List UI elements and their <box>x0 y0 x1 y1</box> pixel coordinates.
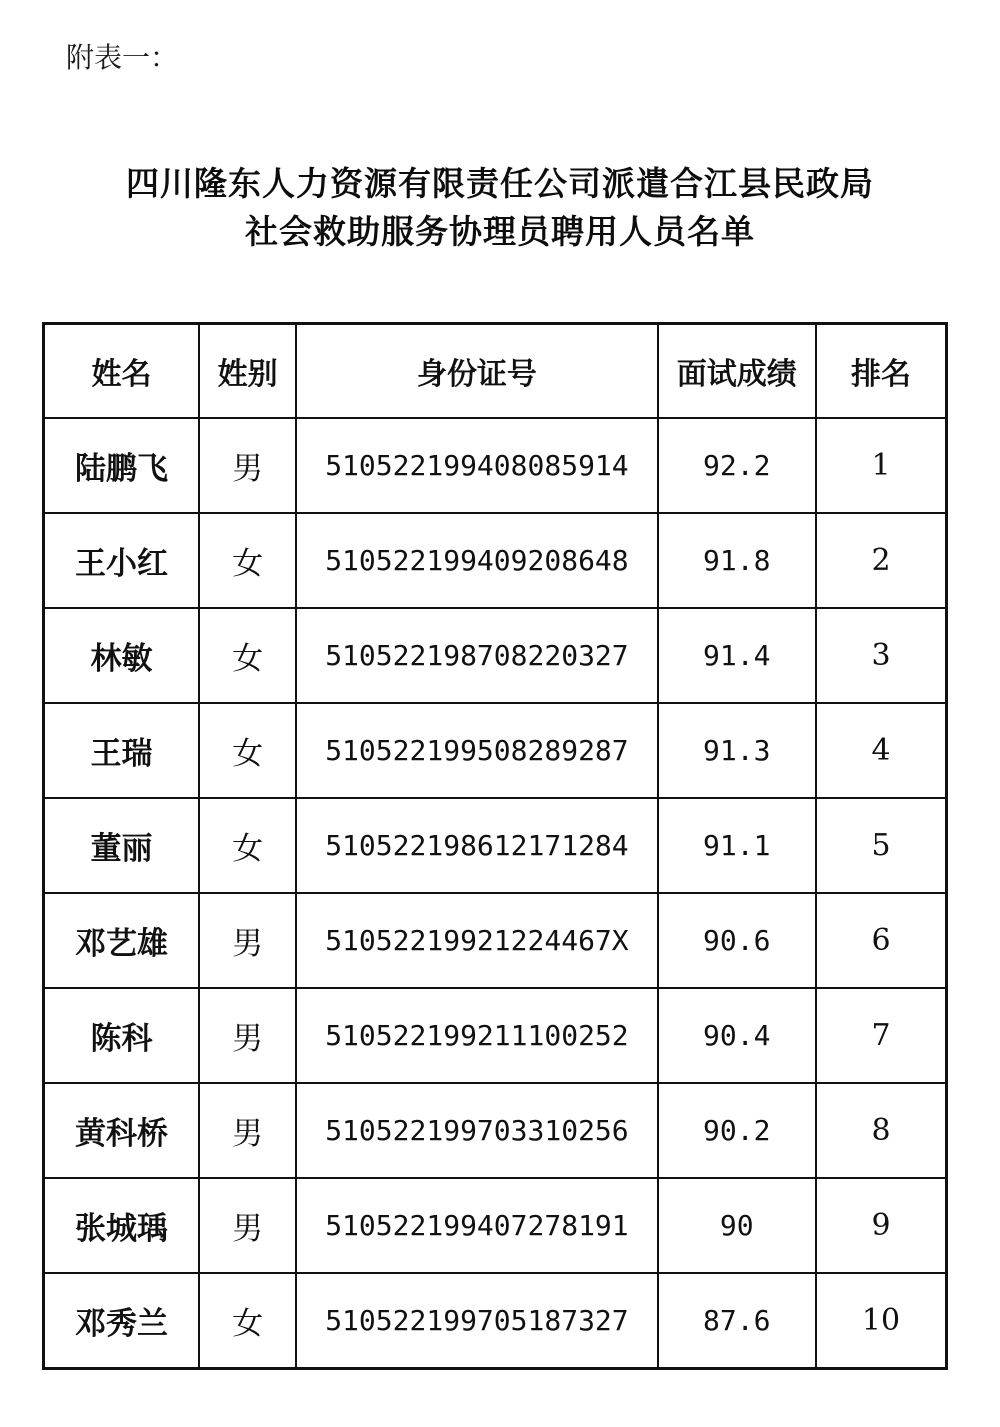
cell-name: 邓秀兰 <box>44 1273 200 1369</box>
cell-name: 黄科桥 <box>44 1083 200 1178</box>
cell-gender: 男 <box>199 988 296 1083</box>
cell-id-number: 510522198612171284 <box>296 798 657 893</box>
cell-rank: 7 <box>816 988 946 1083</box>
cell-score: 87.6 <box>658 1273 817 1369</box>
cell-gender: 男 <box>199 1083 296 1178</box>
cell-name: 陈科 <box>44 988 200 1083</box>
cell-score: 91.1 <box>658 798 817 893</box>
table-row <box>44 1083 947 1178</box>
cell-name: 王瑞 <box>44 703 200 798</box>
cell-gender: 男 <box>199 1178 296 1273</box>
cell-gender: 男 <box>199 893 296 988</box>
table-row <box>44 513 947 608</box>
header-id-number: 身份证号 <box>296 324 657 419</box>
cell-score: 90.2 <box>658 1083 817 1178</box>
header-gender: 姓别 <box>199 324 296 419</box>
cell-gender: 女 <box>199 513 296 608</box>
cell-id-number: 510522199705187327 <box>296 1273 657 1369</box>
cell-name: 林敏 <box>44 608 200 703</box>
table-row <box>44 1178 947 1273</box>
document-title-line-2: 社会救助服务协理员聘用人员名单 <box>245 212 755 251</box>
cell-rank: 1 <box>816 418 946 513</box>
cell-score: 91.8 <box>658 513 817 608</box>
header-rank: 排名 <box>816 324 946 419</box>
table-row <box>44 988 947 1083</box>
cell-name: 张城瑀 <box>44 1178 200 1273</box>
hiring-roster-table <box>42 322 948 1370</box>
header-interview-score: 面试成绩 <box>658 324 817 419</box>
cell-rank: 4 <box>816 703 946 798</box>
attachment-label: 附表一： <box>66 41 179 74</box>
cell-id-number: 510522199211100252 <box>296 988 657 1083</box>
cell-rank: 5 <box>816 798 946 893</box>
cell-score: 91.4 <box>658 608 817 703</box>
cell-rank: 10 <box>816 1273 946 1369</box>
document-title-line-1: 四川隆东人力资源有限责任公司派遣合江县民政局 <box>126 164 874 203</box>
table-row <box>44 703 947 798</box>
cell-rank: 8 <box>816 1083 946 1178</box>
cell-name: 邓艺雄 <box>44 893 200 988</box>
cell-gender: 女 <box>199 1273 296 1369</box>
table-row <box>44 798 947 893</box>
table-row <box>44 418 947 513</box>
cell-score: 90 <box>658 1178 817 1273</box>
cell-gender: 男 <box>199 418 296 513</box>
cell-gender: 女 <box>199 798 296 893</box>
table-row <box>44 608 947 703</box>
cell-score: 90.6 <box>658 893 817 988</box>
cell-id-number: 510522199407278191 <box>296 1178 657 1273</box>
table-row <box>44 1273 947 1369</box>
cell-id-number: 510522199703310256 <box>296 1083 657 1178</box>
header-name: 姓名 <box>44 324 200 419</box>
cell-name: 陆鹏飞 <box>44 418 200 513</box>
cell-name: 董丽 <box>44 798 200 893</box>
cell-rank: 3 <box>816 608 946 703</box>
cell-rank: 9 <box>816 1178 946 1273</box>
cell-score: 90.4 <box>658 988 817 1083</box>
cell-score: 92.2 <box>658 418 817 513</box>
cell-score: 91.3 <box>658 703 817 798</box>
table-header-row <box>44 324 947 419</box>
cell-id-number: 510522198708220327 <box>296 608 657 703</box>
cell-gender: 女 <box>199 608 296 703</box>
table-row <box>44 893 947 988</box>
cell-id-number: 510522199508289287 <box>296 703 657 798</box>
cell-gender: 女 <box>199 703 296 798</box>
cell-rank: 2 <box>816 513 946 608</box>
cell-id-number: 510522199409208648 <box>296 513 657 608</box>
cell-id-number: 510522199408085914 <box>296 418 657 513</box>
cell-id-number: 51052219921224467X <box>296 893 657 988</box>
cell-rank: 6 <box>816 893 946 988</box>
cell-name: 王小红 <box>44 513 200 608</box>
